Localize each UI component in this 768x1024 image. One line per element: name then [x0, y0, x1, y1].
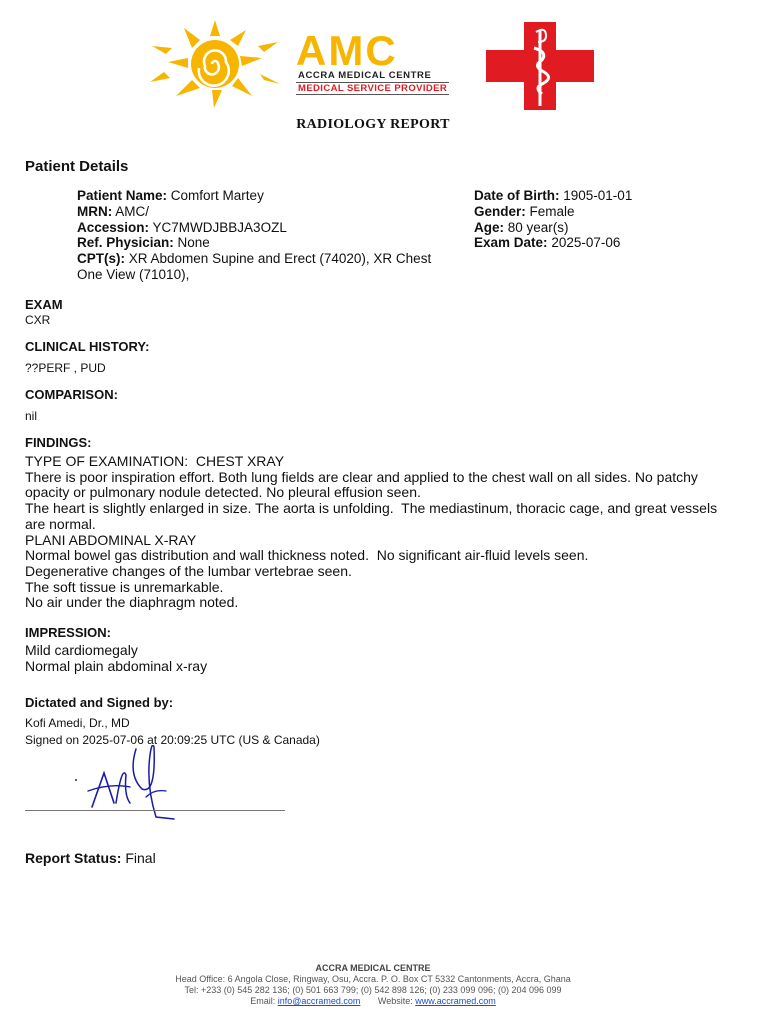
gender-row: [474, 204, 575, 220]
physician-value: None: [177, 235, 210, 250]
dob-label: Date of Birth:: [474, 188, 560, 203]
footer-email-label: Email:: [250, 996, 276, 1006]
mrn-label: MRN:: [77, 204, 113, 219]
impression-line: Mild cardiomegaly: [25, 642, 138, 658]
signed-on-text: Signed on 2025-07-06 at 20:09:25 UTC (US & Canada): [25, 733, 320, 747]
impression-line: Normal plain abdominal x-ray: [25, 657, 208, 674]
findings-text: [25, 454, 717, 611]
sun-logo-icon: [148, 18, 282, 110]
findings-line: The soft tissue is unremarkable.: [25, 578, 224, 595]
logo-subtitle: ACCRA MEDICAL CENTRE: [298, 70, 432, 81]
age-row: [474, 220, 569, 236]
patient-name-label: Patient Name:: [77, 188, 168, 203]
logo-name: AMC: [296, 27, 398, 74]
dob-row: [474, 188, 632, 204]
findings-line: There is poor inspiration effort. Both lung fields are clear and applied to the chest wall on all sides. No patchy: [25, 468, 698, 485]
footer-website-label: Website:: [377, 996, 413, 1006]
accession-row: [77, 220, 287, 236]
footer-contact: [0, 996, 746, 1007]
logo-wordmark: [292, 27, 472, 102]
footer-website-link[interactable]: www.accramed.com: [415, 996, 496, 1006]
cpt-value-line2: One View (71010),: [77, 267, 190, 282]
physician-row: [77, 235, 210, 251]
findings-line: PLANI ABDOMINAL X-RAY: [25, 531, 197, 548]
age-label: Age:: [474, 220, 504, 235]
signed-by-label: Dictated and Signed by:: [25, 695, 174, 710]
gender-value: Female: [529, 204, 575, 219]
footer-email-link[interactable]: info@accramed.com: [277, 996, 361, 1006]
footer-org: ACCRA MEDICAL CENTRE: [315, 963, 431, 973]
findings-line: TYPE OF EXAMINATION: CHEST XRAY: [25, 453, 285, 469]
exam-date-value: 2025-07-06: [551, 235, 621, 250]
dob-value: 1905-01-01: [563, 188, 633, 203]
findings-label: FINDINGS:: [25, 435, 92, 450]
clinical-history-label: CLINICAL HISTORY:: [25, 339, 150, 354]
medical-cross-icon: [486, 22, 594, 110]
mrn-row: [77, 204, 149, 220]
patient-name-value: Comfort Martey: [170, 188, 264, 203]
clinical-history-value: ??PERF , PUD: [25, 361, 106, 375]
exam-value: CXR: [25, 313, 51, 327]
patient-details-heading: Patient Details: [25, 158, 129, 175]
mrn-value: AMC/: [115, 204, 150, 219]
footer-office: Head Office: 6 Angola Close, Ringway, Osu, Accra. P. O. Box CT 5332 Cantonments, Accra, Ghana: [175, 974, 571, 984]
cpt-row: [77, 251, 431, 267]
accession-label: Accession:: [77, 220, 150, 235]
footer: [0, 963, 746, 1007]
footer-tel: Tel: +233 (0) 545 282 136; (0) 501 663 799; (0) 542 898 126; (0) 233 099 096; (0) 204 096 099: [184, 985, 562, 995]
findings-line: The heart is slightly enlarged in size. The aorta is unfolding. The mediastinum, thoracic cage, and great vessels: [25, 500, 718, 517]
report-status-value: Final: [125, 850, 156, 866]
report-status-row: [25, 850, 156, 866]
handwritten-signature: [70, 745, 190, 825]
logo-tagline: MEDICAL SERVICE PROVIDER: [298, 83, 448, 94]
gender-label: Gender:: [474, 204, 526, 219]
exam-label: EXAM: [25, 297, 63, 312]
cpt-value-line1: XR Abdomen Supine and Erect (74020), XR Chest: [128, 251, 432, 266]
findings-line: Degenerative changes of the lumbar vertebrae seen.: [25, 562, 352, 579]
accession-value: YC7MWDJBBJA3OZL: [152, 220, 287, 235]
report-status-label: Report Status:: [25, 850, 122, 866]
exam-date-row: [474, 235, 620, 251]
signer-name: Kofi Amedi, Dr., MD: [25, 716, 130, 730]
comparison-value: nil: [25, 409, 38, 423]
findings-line: Normal bowel gas distribution and wall thickness noted. No significant air-fluid levels seen.: [25, 547, 589, 564]
findings-line: opacity or pulmonary nodule detected. No pleural effusion seen.: [25, 484, 421, 501]
cpt-label: CPT(s):: [77, 251, 125, 266]
exam-date-label: Exam Date:: [474, 235, 548, 250]
signature-line: [25, 810, 285, 811]
impression-text: [25, 643, 207, 674]
age-value: 80 year(s): [507, 220, 569, 235]
findings-line: No air under the diaphragm noted.: [25, 594, 239, 611]
comparison-label: COMPARISON:: [25, 387, 118, 402]
impression-label: IMPRESSION:: [25, 625, 111, 640]
physician-label: Ref. Physician:: [77, 235, 174, 250]
patient-name-row: [77, 188, 264, 204]
report-title: RADIOLOGY REPORT: [296, 117, 450, 132]
findings-line: are normal.: [25, 515, 96, 532]
